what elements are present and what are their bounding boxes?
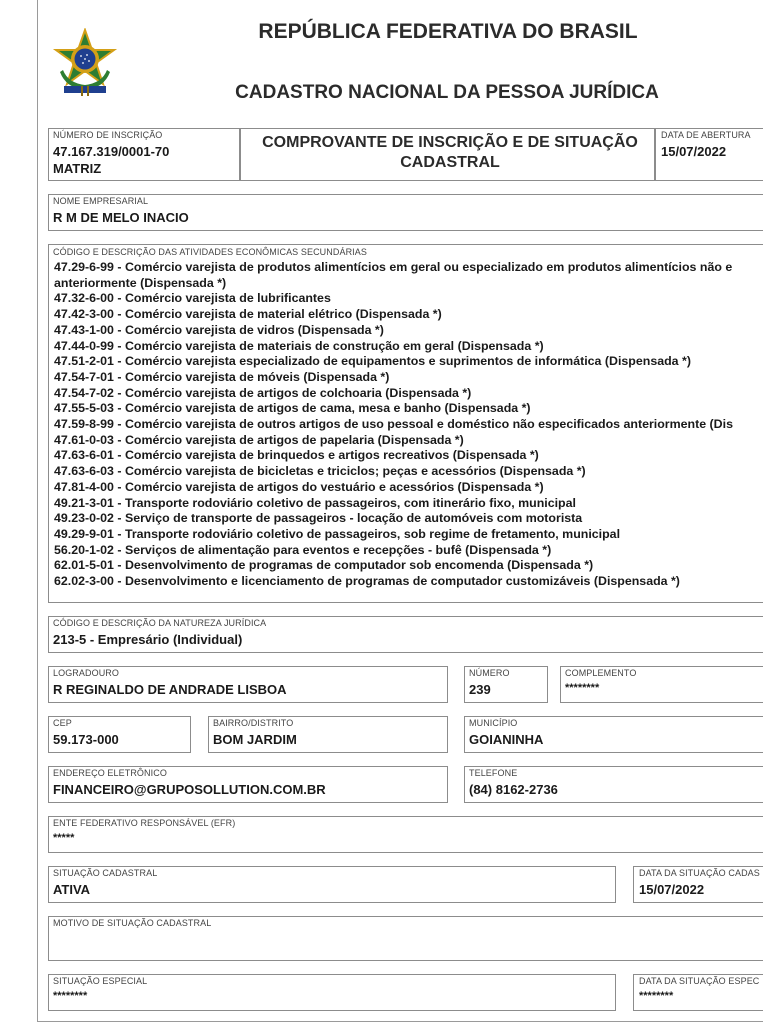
data-situacao-especial-label: DATA DA SITUAÇÃO ESPEC bbox=[639, 976, 760, 986]
atividade-line: 49.23-0-02 - Serviço de transporte de passageiros - locação de automóveis com motorista bbox=[54, 511, 583, 526]
atividade-line: 47.43-1-00 - Comércio varejista de vidros (Dispensada *) bbox=[54, 322, 384, 337]
comprovante-title: COMPROVANTE DE INSCRIÇÃO E DE SITUAÇÃO CADASTRAL bbox=[262, 134, 638, 171]
atividade-line: 47.54-7-02 - Comércio varejista de artigos de colchoaria (Dispensada *) bbox=[54, 385, 472, 400]
atividades-label: CÓDIGO E DESCRIÇÃO DAS ATIVIDADES ECONÔMICAS SECUNDÁRIAS bbox=[53, 247, 367, 257]
logradouro-label: LOGRADOURO bbox=[53, 668, 120, 678]
atividade-line: 47.63-6-03 - Comércio varejista de bicicletas e triciclos; peças e acessórios (Dispensada *) bbox=[54, 464, 586, 479]
nome-empresarial-label: NOME EMPRESARIAL bbox=[53, 196, 149, 206]
natureza-juridica-label: CÓDIGO E DESCRIÇÃO DA NATUREZA JURÍDICA bbox=[53, 618, 267, 628]
motivo-situacao-label: MOTIVO DE SITUAÇÃO CADASTRAL bbox=[53, 918, 212, 928]
numero-label: NÚMERO bbox=[469, 668, 510, 678]
municipio-label: MUNICÍPIO bbox=[469, 718, 518, 728]
atividade-line: 49.21-3-01 - Transporte rodoviário coletivo de passageiros, com itinerário fixo, municipal bbox=[54, 495, 576, 510]
bairro-label: BAIRRO/DISTRITO bbox=[213, 718, 294, 728]
abertura-label: DATA DE ABERTURA bbox=[661, 130, 751, 140]
atividade-line: 47.63-6-01 - Comércio varejista de brinquedos e artigos recreativos (Dispensada *) bbox=[54, 448, 539, 463]
atividade-line: 49.29-9-01 - Transporte rodoviário coletivo de passageiros, sob regime de fretamento, municipal bbox=[54, 526, 621, 541]
municipio-value: GOIANINHA bbox=[469, 732, 544, 747]
situacao-especial-value: ******** bbox=[53, 990, 88, 1002]
atividade-line: 47.42-3-00 - Comércio varejista de material elétrico (Dispensada *) bbox=[54, 307, 442, 322]
atividade-line: 47.61-0-03 - Comércio varejista de artigos de papelaria (Dispensada *) bbox=[54, 432, 464, 447]
page-bottom-edge bbox=[37, 1021, 763, 1022]
document-title: REPÚBLICA FEDERATIVA DO BRASIL bbox=[258, 20, 638, 43]
data-situacao-especial-value: ******** bbox=[639, 990, 674, 1002]
telefone-label: TELEFONE bbox=[469, 768, 518, 778]
efr-value: ***** bbox=[53, 832, 75, 844]
document-subtitle: CADASTRO NACIONAL DA PESSOA JURÍDICA bbox=[235, 82, 659, 103]
atividade-line: 47.54-7-01 - Comércio varejista de móveis (Dispensada *) bbox=[54, 369, 390, 384]
complemento-value: ******** bbox=[565, 682, 600, 694]
situacao-cadastral-value: ATIVA bbox=[53, 882, 91, 897]
data-situacao-cadastral-value: 15/07/2022 bbox=[639, 882, 705, 897]
situacao-cadastral-label: SITUAÇÃO CADASTRAL bbox=[53, 868, 158, 878]
atividade-line: 47.44-0-99 - Comércio varejista de materiais de construção em geral (Dispensada *) bbox=[54, 338, 544, 353]
cep-value: 59.173-000 bbox=[53, 732, 119, 747]
atividade-line: 47.29-6-99 - Comércio varejista de produtos alimentícios em geral ou especializado em produtos alimentícios não e bbox=[54, 260, 733, 274]
logradouro-value: R REGINALDO DE ANDRADE LISBOA bbox=[53, 682, 287, 697]
inscricao-type: MATRIZ bbox=[53, 161, 102, 176]
atividade-line: anteriormente (Dispensada *) bbox=[54, 275, 227, 290]
atividade-line: 47.51-2-01 - Comércio varejista especializado de equipamentos e suprimentos de informática (Dispensada *) bbox=[54, 354, 691, 369]
atividades-list bbox=[54, 260, 763, 590]
inscricao-label: NÚMERO DE INSCRIÇÃO bbox=[53, 130, 163, 140]
situacao-especial-label: SITUAÇÃO ESPECIAL bbox=[53, 976, 148, 986]
atividade-line: 47.55-5-03 - Comércio varejista de artigos de cama, mesa e banho (Dispensada *) bbox=[54, 401, 531, 416]
telefone-value: (84) 8162-2736 bbox=[469, 782, 558, 797]
atividade-line: 47.59-8-99 - Comércio varejista de outros artigos de uso pessoal e doméstico não especificados anteriormente (Dis bbox=[54, 417, 733, 432]
atividade-line: 47.32-6-00 - Comércio varejista de lubrificantes bbox=[54, 291, 331, 306]
email-value: FINANCEIRO@GRUPOSOLLUTION.COM.BR bbox=[53, 782, 326, 797]
brazil-coat-of-arms-emblem bbox=[52, 28, 118, 98]
nome-empresarial-value: R M DE MELO INACIO bbox=[53, 210, 189, 225]
email-label: ENDEREÇO ELETRÔNICO bbox=[53, 768, 167, 778]
inscricao-number: 47.167.319/0001-70 bbox=[53, 144, 170, 159]
atividade-line: 56.20-1-02 - Serviços de alimentação para eventos e recepções - bufê (Dispensada *) bbox=[54, 542, 552, 557]
atividade-line: 47.81-4-00 - Comércio varejista de artigos do vestuário e acessórios (Dispensada *) bbox=[54, 479, 544, 494]
page-left-edge bbox=[37, 0, 38, 1022]
natureza-juridica-value: 213-5 - Empresário (Individual) bbox=[53, 632, 243, 647]
atividade-line: 62.01-5-01 - Desenvolvimento de programas de computador sob encomenda (Dispensada *) bbox=[54, 558, 594, 573]
complemento-label: COMPLEMENTO bbox=[565, 668, 637, 678]
bairro-value: BOM JARDIM bbox=[213, 732, 297, 747]
cep-label: CEP bbox=[53, 718, 72, 728]
data-situacao-cadastral-label: DATA DA SITUAÇÃO CADAS bbox=[639, 868, 760, 878]
atividade-line: 62.02-3-00 - Desenvolvimento e licenciamento de programas de computador customizáveis (Dispensada *) bbox=[54, 574, 680, 589]
efr-label: ENTE FEDERATIVO RESPONSÁVEL (EFR) bbox=[53, 818, 236, 828]
numero-value: 239 bbox=[469, 682, 491, 697]
abertura-date: 15/07/2022 bbox=[661, 144, 727, 159]
